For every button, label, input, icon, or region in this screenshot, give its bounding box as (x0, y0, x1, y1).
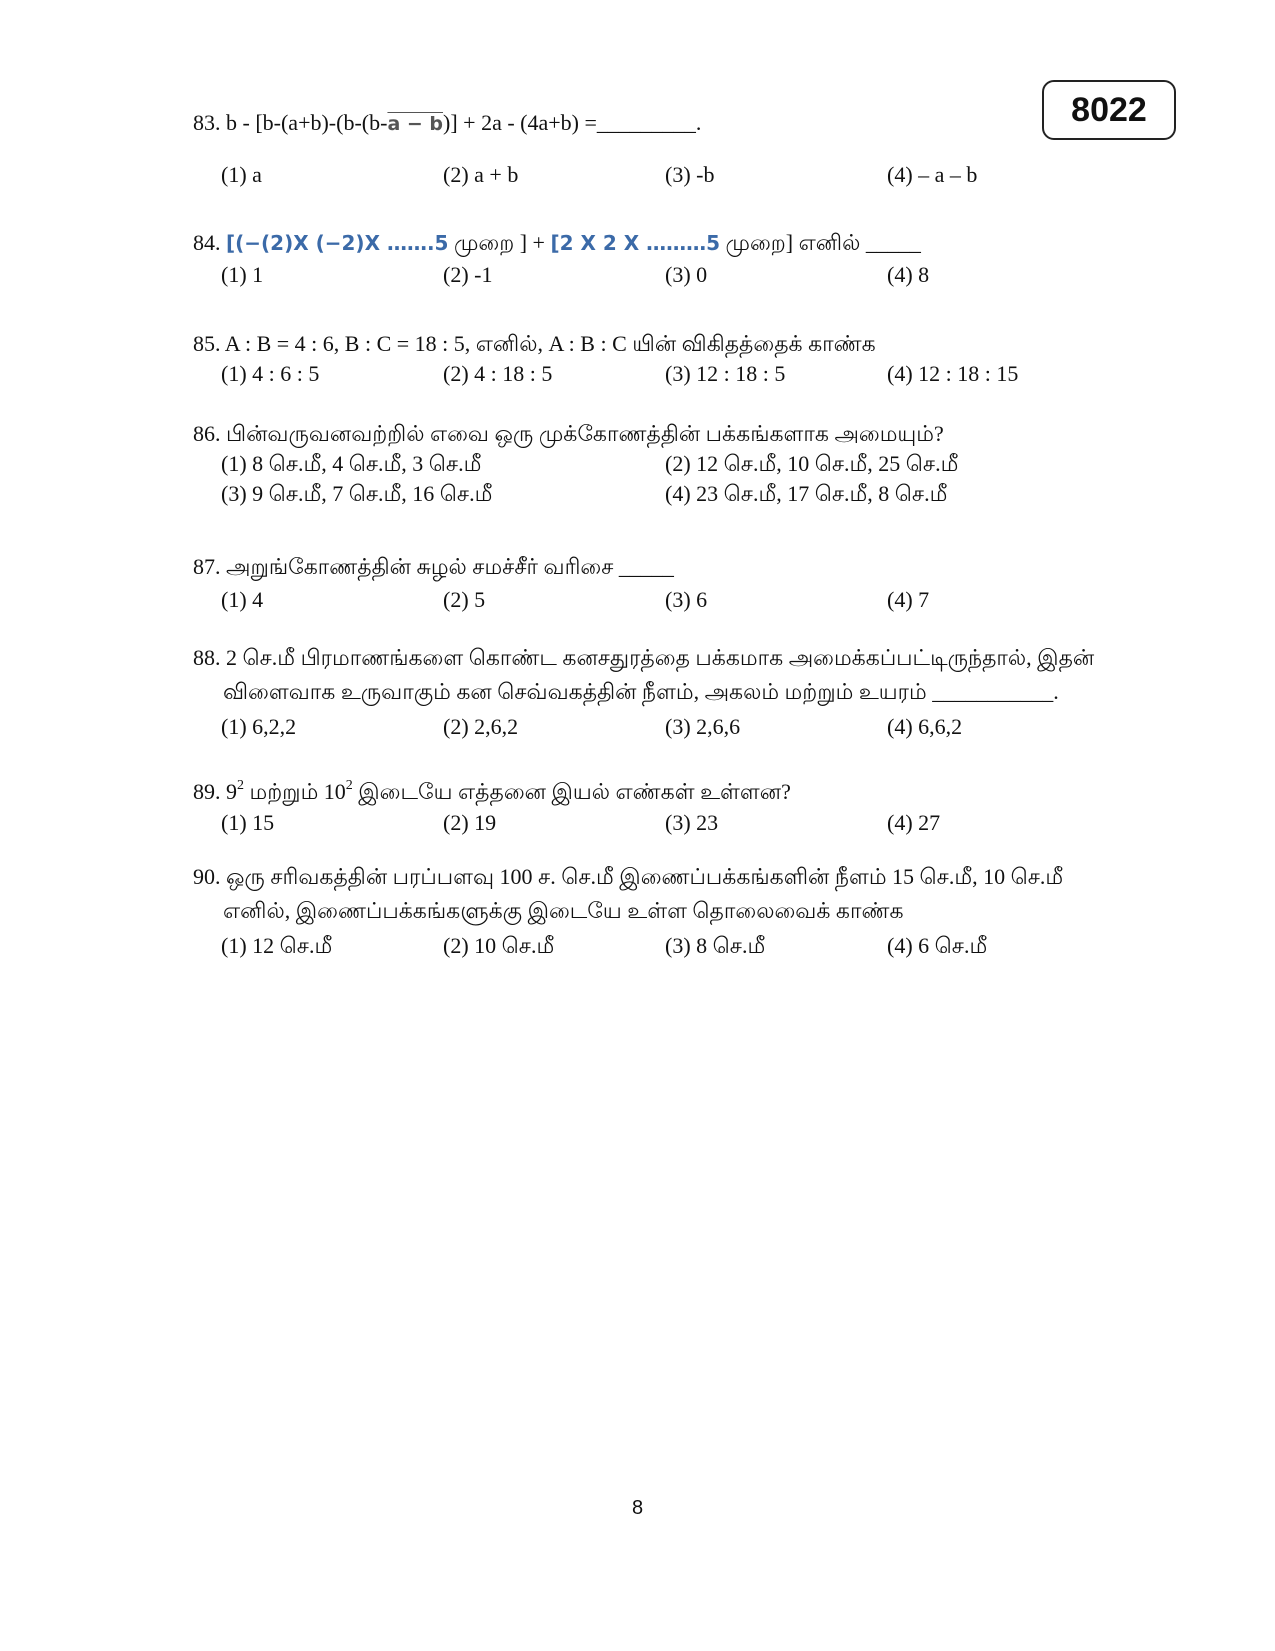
question-88 (193, 643, 1095, 739)
power-exponent: 2 (345, 778, 353, 793)
option-1[interactable]: (1) 6,2,2 (221, 714, 297, 739)
options-row (221, 160, 1081, 190)
question-stem: 2 செ.மீ பிரமாணங்களை கொண்ட கனசதுரத்தை பக்கமாக அமைக்கப்பட்டிருந்தால், இதன் (226, 645, 1095, 670)
question-stem: A : B = 4 : 6, B : C = 18 : 5, எனில், A : B : C யின் விகிதத்தைக் காண்க (224, 331, 876, 356)
paper-code: 8022 (1071, 90, 1147, 129)
options-row (221, 808, 1081, 838)
option-4[interactable]: (4) 27 (887, 810, 941, 835)
options-row (221, 260, 1081, 290)
option-4[interactable]: (4) 8 (887, 262, 930, 287)
option-4[interactable]: (4) – a – b (887, 162, 978, 187)
options-row (221, 449, 1081, 479)
option-3[interactable]: (3) 6 (665, 587, 708, 612)
question-90 (193, 862, 1064, 958)
option-4[interactable]: (4) 6,6,2 (887, 714, 963, 739)
question-stem: அறுங்கோணத்தின் சுழல் சமச்சீர் வரிசை _____ (226, 554, 674, 579)
option-3[interactable]: (3) 0 (665, 262, 708, 287)
option-3[interactable]: (3) -b (665, 162, 715, 187)
question-86 (193, 419, 959, 506)
option-2[interactable]: (2) 5 (443, 587, 486, 612)
question-number: 89. (193, 779, 221, 804)
option-2[interactable]: (2) 4 : 18 : 5 (443, 361, 553, 386)
question-83 (193, 108, 978, 187)
question-number: 84. (193, 230, 221, 255)
option-1[interactable]: (1) 4 : 6 : 5 (221, 361, 320, 386)
options-row (221, 712, 1081, 742)
option-1[interactable]: (1) 15 (221, 810, 275, 835)
question-stem: ஒரு சரிவகத்தின் பரப்பளவு 100 ச. செ.மீ இணைப்பக்கங்களின் நீளம் 15 செ.மீ, 10 செ.மீ (226, 864, 1064, 889)
question-number: 87. (193, 554, 221, 579)
option-4[interactable]: (4) 7 (887, 587, 930, 612)
option-1[interactable]: (1) 4 (221, 587, 264, 612)
options-row (221, 931, 1081, 961)
option-2[interactable]: (2) -1 (443, 262, 493, 287)
option-4[interactable]: (4) 23 செ.மீ, 17 செ.மீ, 8 செ.மீ (665, 481, 948, 506)
option-3[interactable]: (3) 2,6,6 (665, 714, 741, 739)
option-4[interactable]: (4) 6 செ.மீ (887, 933, 988, 958)
option-2[interactable]: (2) a + b (443, 162, 519, 187)
option-2[interactable]: (2) 12 செ.மீ, 10 செ.மீ, 25 செ.மீ (665, 451, 959, 476)
question-stem-line-2: எனில், இணைப்பக்கங்களுக்கு இடையே உள்ள தொலைவைக் காண்க (223, 898, 904, 923)
question-stem-part: முறை] எனில் _____ (725, 230, 921, 255)
question-stem-part: )] + 2a - (4a+b) =_________. (443, 110, 702, 135)
option-2[interactable]: (2) 19 (443, 810, 497, 835)
option-1[interactable]: (1) 12 செ.மீ (221, 933, 333, 958)
question-number: 83. (193, 110, 221, 135)
question-number: 86. (193, 421, 221, 446)
question-89 (193, 777, 941, 835)
math-expression: [(−(2)X (−2)X …….5 (226, 231, 449, 255)
question-number: 90. (193, 864, 221, 889)
question-85 (193, 329, 1019, 386)
option-1[interactable]: (1) a (221, 162, 262, 187)
options-row (221, 359, 1081, 389)
math-expression: [2 X 2 X ………5 (550, 231, 721, 255)
option-3[interactable]: (3) 9 செ.மீ, 7 செ.மீ, 16 செ.மீ (221, 481, 493, 506)
question-stem-line-2: விளைவாக உருவாகும் கன செவ்வகத்தின் நீளம், அகலம் மற்றும் உயரம் ___________. (223, 679, 1059, 704)
question-stem: பின்வருவனவற்றில் எவை ஒரு முக்கோணத்தின் பக்கங்களாக அமையும்? (226, 421, 944, 446)
question-87 (193, 552, 930, 612)
option-1[interactable]: (1) 1 (221, 262, 264, 287)
question-stem-part: இடையே எத்தனை இயல் எண்கள் உள்ளன? (352, 779, 791, 804)
option-2[interactable]: (2) 10 செ.மீ (443, 933, 555, 958)
question-stem-part: b - [b-(a+b)-(b-(b- (226, 110, 388, 135)
question-stem-part: மற்றும் (244, 779, 324, 804)
question-number: 88. (193, 645, 221, 670)
power-exponent: 2 (237, 778, 244, 793)
option-3[interactable]: (3) 12 : 18 : 5 (665, 361, 786, 386)
option-4[interactable]: (4) 12 : 18 : 15 (887, 361, 1019, 386)
option-3[interactable]: (3) 8 செ.மீ (665, 933, 766, 958)
page-number: 8 (631, 1497, 644, 1519)
power-base: 9 (226, 779, 237, 804)
paper-code-box (1042, 80, 1176, 140)
options-row (221, 585, 1081, 615)
option-3[interactable]: (3) 23 (665, 810, 719, 835)
option-1[interactable]: (1) 8 செ.மீ, 4 செ.மீ, 3 செ.மீ (221, 451, 482, 476)
options-row (221, 479, 1081, 509)
question-84 (193, 228, 930, 287)
power-base: 10 (323, 779, 346, 804)
question-number: 85. (193, 331, 221, 356)
option-2[interactable]: (2) 2,6,2 (443, 714, 519, 739)
question-stem-part: முறை ] + (453, 230, 545, 255)
overlined-expression: a − b (387, 113, 444, 135)
